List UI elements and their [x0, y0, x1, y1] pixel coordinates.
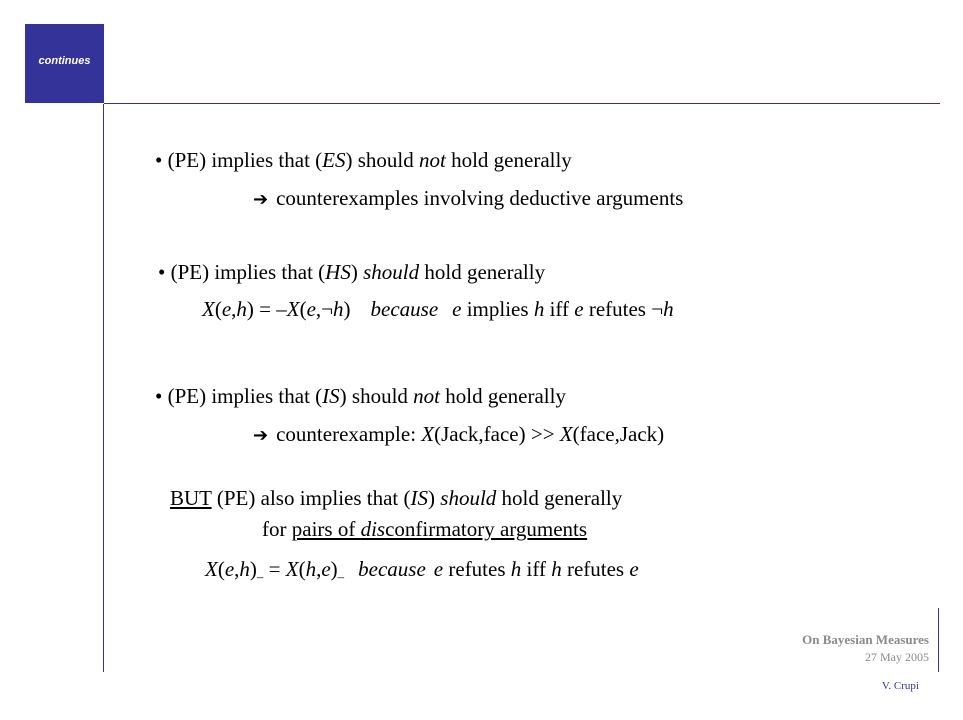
left-rule — [103, 104, 104, 672]
pairs-line: for pairs of disconfirmatory arguments — [262, 517, 588, 541]
is-formula: $X(e,h)_- = X(h,e)_-$ because e refutes h iff h refutes e — [205, 557, 639, 585]
section-tag-box — [25, 24, 104, 103]
section-tag-label: continues — [38, 55, 91, 67]
header-rule — [104, 103, 940, 104]
right-arrow-icon: ➔ — [253, 189, 269, 210]
footer-author: V. Crupi — [881, 680, 919, 692]
footer-title: On Bayesian Measures — [802, 632, 929, 647]
footer-date: 27 May 2005 — [865, 650, 929, 664]
bullet-hs: • (PE) implies that (HS) should hold generally — [158, 260, 546, 284]
bullet-is: • (PE) implies that (IS) should not hold generally — [155, 384, 566, 408]
bullet-es: • (PE) implies that (ES) should not hold generally — [155, 148, 572, 172]
es-consequence: ➔ counterexamples involving deductive arguments — [253, 186, 684, 210]
footer-rule — [938, 608, 939, 672]
but-line: BUT (PE) also implies that (IS) should hold generally — [170, 486, 623, 510]
hs-formula: X(e,h) = –X(e,¬h) because e implies h iff e refutes ¬h — [202, 297, 674, 321]
is-counterexample: ➔ counterexample: X(Jack,face) >> X(face,Jack) — [253, 422, 665, 446]
right-arrow-icon: ➔ — [253, 425, 269, 446]
